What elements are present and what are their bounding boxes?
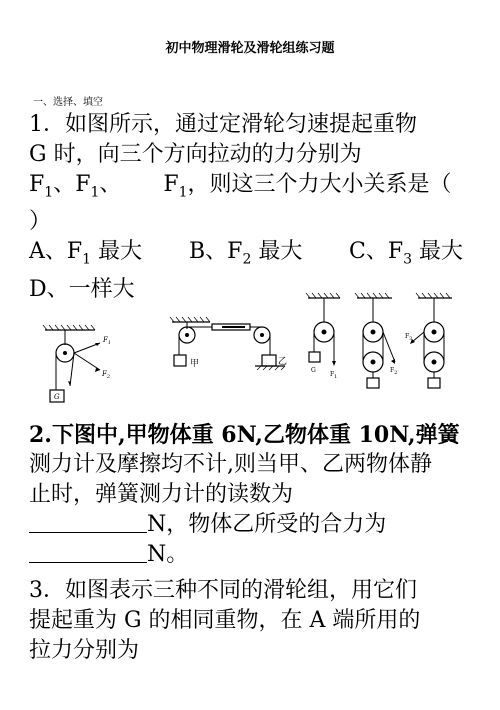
fig3-label-f1-sub: 1 bbox=[334, 374, 338, 380]
option-b-sub: 2 bbox=[242, 251, 252, 268]
fig5-label-f3: $F_3$ bbox=[405, 333, 413, 342]
q1-line-1: 1．如图所示，通过定滑轮匀速提起重物 bbox=[29, 112, 417, 137]
option-a-text: A、F bbox=[29, 239, 83, 265]
section-heading: 一、选择、填空 bbox=[33, 97, 103, 108]
fig1-label-g: G bbox=[54, 393, 60, 401]
answer-blank-1[interactable] bbox=[29, 510, 147, 533]
option-a-tail: 最大 bbox=[91, 239, 143, 265]
option-d: D、一样大 bbox=[29, 276, 135, 302]
fig1-label-f2: $F_2$ bbox=[102, 370, 111, 380]
option-b-tail: 最大 bbox=[251, 239, 303, 265]
q1-f-c: F bbox=[163, 172, 179, 197]
q2-line-4 bbox=[29, 510, 479, 540]
option-c bbox=[349, 237, 463, 274]
q3-line-3: 拉力分别为 bbox=[29, 638, 140, 663]
option-b-text: B、F bbox=[189, 239, 243, 265]
option-b bbox=[189, 237, 349, 274]
q1-line-3-tail: ，则这三个力大小关系是（ bbox=[187, 172, 452, 197]
q1-line-3 bbox=[29, 170, 479, 207]
figure-spring-scale bbox=[170, 317, 287, 370]
option-c-tail: 最大 bbox=[412, 239, 464, 265]
q1-f-a: F bbox=[29, 172, 45, 197]
fig1-label-f2-sub: 2 bbox=[106, 374, 111, 380]
figure-pulley-block-2 bbox=[405, 293, 452, 388]
figure-fixed-pulley bbox=[43, 325, 111, 402]
fig4-label-f2-sub: 2 bbox=[394, 370, 398, 376]
q2-line-5-tail: N。 bbox=[147, 542, 189, 567]
option-c-text: C、F bbox=[349, 239, 404, 265]
q1-line-4: ） bbox=[29, 209, 52, 235]
fig2-label-yi: 乙 bbox=[278, 357, 288, 367]
q1-f-a-sub: 1 bbox=[44, 184, 54, 201]
figure-pulley-f1 bbox=[306, 293, 340, 380]
fig2-label-jia: 甲 bbox=[190, 359, 200, 369]
q2-line-4-tail: N，物体乙所受的合力为 bbox=[147, 512, 387, 537]
q2-line-1: 2.下图中,甲物体重 6N,乙物体重 10N,弹簧 bbox=[29, 422, 460, 448]
option-a-sub: 1 bbox=[82, 251, 92, 268]
fig5-label-f3-sub: 3 bbox=[409, 336, 413, 342]
q3-line-2: 提起重为 G 的相同重物，在 A 端所用的 bbox=[29, 608, 421, 633]
fig1-label-f1: $F_1$ bbox=[103, 336, 112, 346]
q1-f-b-sub: 1 bbox=[90, 184, 100, 201]
q1-line-2: G 时，向三个方向拉动的力分别为 bbox=[29, 142, 362, 167]
q3-line-1: 3．如图表示三种不同的滑轮组，用它们 bbox=[29, 578, 417, 603]
option-c-sub: 3 bbox=[403, 251, 413, 268]
page-title: 初中物理滑轮及滑轮组练习题 bbox=[165, 41, 335, 56]
q2-line-3: 止时，弹簧测力计的读数为 bbox=[29, 482, 294, 507]
question-1 bbox=[29, 110, 479, 305]
q1-sep: 、 bbox=[99, 172, 122, 197]
answer-blank-2[interactable] bbox=[29, 540, 147, 563]
q1-f-b: 、F bbox=[53, 172, 91, 197]
option-a bbox=[29, 237, 189, 274]
question-3 bbox=[29, 576, 479, 666]
fig1-label-f1-sub: 1 bbox=[107, 340, 112, 346]
fig4-label-f2: $F_2$ bbox=[390, 367, 398, 376]
q1-options bbox=[29, 237, 479, 274]
fig3-label-g: G bbox=[311, 367, 316, 374]
q2-line-2: 测力计及摩擦均不计,则当甲、乙两物体静 bbox=[29, 452, 432, 477]
q1-f-c-sub: 1 bbox=[178, 184, 188, 201]
figure-pulley-block-1 bbox=[355, 293, 397, 388]
pulley-figures bbox=[0, 290, 500, 420]
question-2 bbox=[29, 420, 479, 570]
fig3-label-f1: $F_1$ bbox=[330, 371, 338, 380]
q2-line-5 bbox=[29, 540, 479, 570]
